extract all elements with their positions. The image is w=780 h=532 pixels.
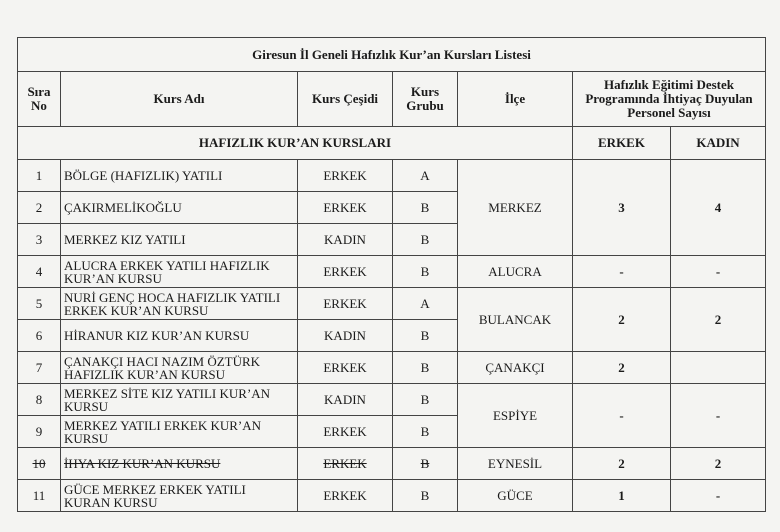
course-type: ERKEK	[298, 256, 393, 288]
row-number: 1	[18, 160, 61, 192]
personnel-erkek: 1	[573, 480, 671, 512]
personnel-kadin: -	[671, 256, 766, 288]
table-row	[18, 352, 766, 384]
personnel-kadin: -	[671, 480, 766, 512]
course-type: ERKEK	[298, 480, 393, 512]
course-group: A	[393, 160, 458, 192]
header-ilce: İlçe	[458, 72, 573, 127]
row-number: 11	[18, 480, 61, 512]
personnel-erkek: 2	[573, 288, 671, 352]
course-name: MERKEZ KIZ YATILI	[61, 224, 298, 256]
personnel-kadin	[671, 352, 766, 384]
table-row	[18, 288, 766, 320]
section-title: HAFIZLIK KUR’AN KURSLARI	[18, 127, 573, 160]
course-type: ERKEK	[298, 288, 393, 320]
row-number: 8	[18, 384, 61, 416]
personnel-kadin: 2	[671, 448, 766, 480]
table-row	[18, 256, 766, 288]
personnel-erkek: 2	[573, 448, 671, 480]
header-sira-no: Sıra No	[18, 72, 61, 127]
course-name: ALUCRA ERKEK YATILI HAFIZLIK KUR’AN KURSU	[61, 256, 298, 288]
header-kurs-adi: Kurs Adı	[61, 72, 298, 127]
course-group: A	[393, 288, 458, 320]
course-name: MERKEZ YATILI ERKEK KUR’AN KURSU	[61, 416, 298, 448]
course-name: GÜCE MERKEZ ERKEK YATILI KURAN KURSU	[61, 480, 298, 512]
course-name: İHYA KIZ KUR’AN KURSU	[61, 448, 298, 480]
table-row	[18, 160, 766, 192]
table-row	[18, 384, 766, 416]
table-row	[18, 448, 766, 480]
row-number: 5	[18, 288, 61, 320]
course-name: NURİ GENÇ HOCA HAFIZLIK YATILI ERKEK KUR’AN KURSU	[61, 288, 298, 320]
course-type: KADIN	[298, 320, 393, 352]
row-number: 10	[18, 448, 61, 480]
personnel-erkek: -	[573, 256, 671, 288]
row-number: 3	[18, 224, 61, 256]
personnel-kadin: 4	[671, 160, 766, 256]
course-type: ERKEK	[298, 160, 393, 192]
header-kurs-grubu: Kurs Grubu	[393, 72, 458, 127]
course-group: B	[393, 448, 458, 480]
personnel-erkek: 2	[573, 352, 671, 384]
table-title: Giresun İl Geneli Hafızlık Kur’an Kursları Listesi	[18, 38, 766, 72]
course-group: B	[393, 384, 458, 416]
course-list-table	[17, 37, 766, 512]
district: EYNESİL	[458, 448, 573, 480]
row-number: 9	[18, 416, 61, 448]
district: MERKEZ	[458, 160, 573, 256]
course-type: ERKEK	[298, 448, 393, 480]
header-kurs-cesidi: Kurs Çeşidi	[298, 72, 393, 127]
course-group: B	[393, 480, 458, 512]
personnel-kadin: 2	[671, 288, 766, 352]
row-number: 2	[18, 192, 61, 224]
course-type: KADIN	[298, 384, 393, 416]
course-name: MERKEZ SİTE KIZ YATILI KUR’AN KURSU	[61, 384, 298, 416]
district: BULANCAK	[458, 288, 573, 352]
course-group: B	[393, 192, 458, 224]
personnel-erkek: -	[573, 384, 671, 448]
course-group: B	[393, 352, 458, 384]
course-type: KADIN	[298, 224, 393, 256]
course-group: B	[393, 224, 458, 256]
section-erkek: ERKEK	[573, 127, 671, 160]
row-number: 4	[18, 256, 61, 288]
row-number: 7	[18, 352, 61, 384]
district: GÜCE	[458, 480, 573, 512]
personnel-erkek: 3	[573, 160, 671, 256]
personnel-kadin: -	[671, 384, 766, 448]
course-group: B	[393, 256, 458, 288]
row-number: 6	[18, 320, 61, 352]
course-name: ÇAKIRMELİKOĞLU	[61, 192, 298, 224]
course-type: ERKEK	[298, 192, 393, 224]
district: ALUCRA	[458, 256, 573, 288]
course-name: ÇANAKÇI HACI NAZIM ÖZTÜRK HAFIZLIK KUR’AN KURSU	[61, 352, 298, 384]
course-type: ERKEK	[298, 416, 393, 448]
table-row	[18, 480, 766, 512]
header-personel: Hafızlık Eğitimi Destek Programında İhtiyaç Duyulan Personel Sayısı	[573, 72, 766, 127]
section-kadin: KADIN	[671, 127, 766, 160]
district: ESPİYE	[458, 384, 573, 448]
course-type: ERKEK	[298, 352, 393, 384]
course-name: HİRANUR KIZ KUR’AN KURSU	[61, 320, 298, 352]
district: ÇANAKÇI	[458, 352, 573, 384]
course-name: BÖLGE (HAFIZLIK) YATILI	[61, 160, 298, 192]
course-group: B	[393, 320, 458, 352]
course-group: B	[393, 416, 458, 448]
